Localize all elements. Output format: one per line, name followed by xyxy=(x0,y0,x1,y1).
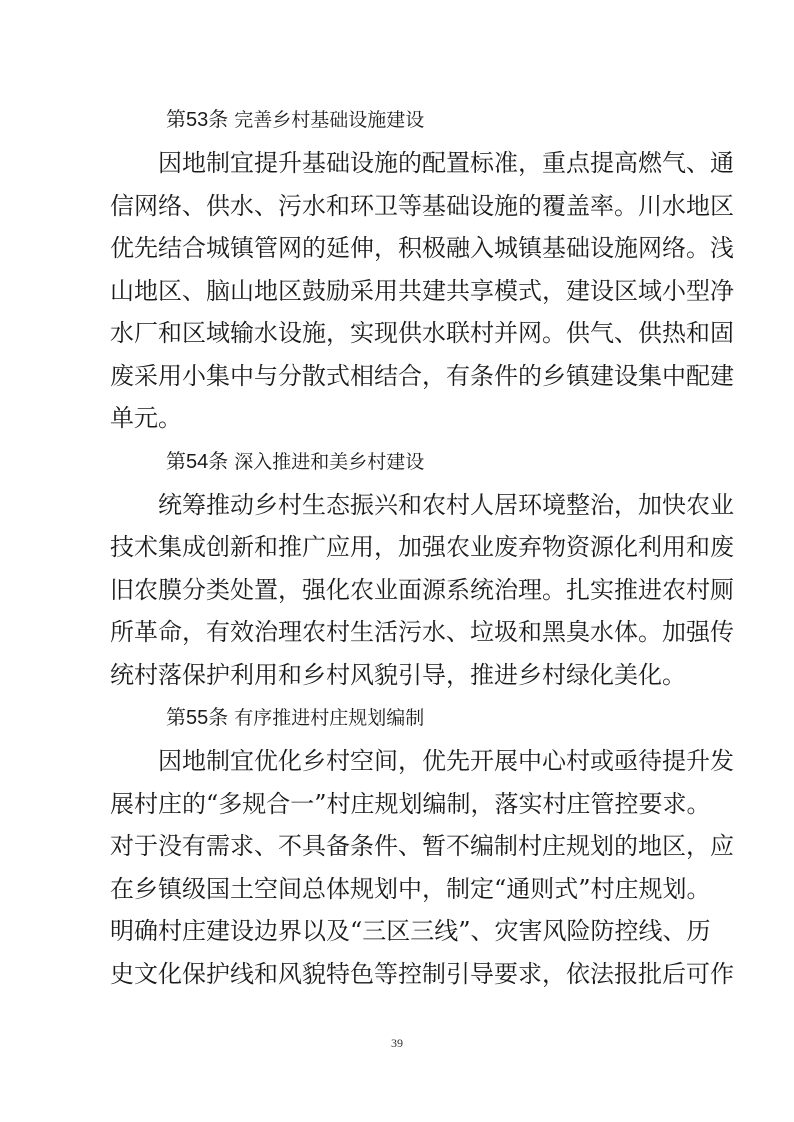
text-line: 在乡镇级国土空间总体规划中，制定“通则式”村庄规划。 xyxy=(110,874,711,903)
article-heading-54 xyxy=(110,440,686,484)
article-heading-53 xyxy=(110,98,686,142)
text-line: 因地制宜优化乡村空间，优先开展中心村或亟待提升发 xyxy=(158,747,734,775)
text-line: 单元。 xyxy=(110,404,182,432)
text-line: 所革命，有效治理农村生活污水、垃圾和黑臭水体。加强传 xyxy=(110,618,734,646)
article-heading-55 xyxy=(110,696,686,740)
text-line: 废采用小集中与分散式相结合，有条件的乡镇建设集中配建 xyxy=(110,361,734,390)
article-number: 第54条 xyxy=(166,450,229,473)
article-number: 第53条 xyxy=(166,109,229,131)
article-title: 有序推进村庄规划编制 xyxy=(234,707,425,729)
article-body-55 xyxy=(110,740,734,995)
article-title: 深入推进和美乡村建设 xyxy=(234,450,425,473)
article-body-54 xyxy=(110,484,734,697)
text-line: 山地区、脑山地区鼓励采用共建共享模式，建设区域小型净 xyxy=(110,276,734,305)
text-line: 因地制宜提升基础设施的配置标准，重点提高燃气、通 xyxy=(158,149,734,177)
text-line: 展村庄的“多规合一”村庄规划编制，落实村庄管控要求。 xyxy=(110,789,711,818)
text-line: 明确村庄建设边界以及“三区三线”、灾害风险防控线、历 xyxy=(110,917,711,945)
text-line: 史文化保护线和风貌特色等控制引导要求，依法报批后可作 xyxy=(110,959,734,988)
article-body-53 xyxy=(110,142,734,440)
article-title: 完善乡村基础设施建设 xyxy=(234,109,425,131)
text-line: 统村落保护利用和乡村风貌引导，推进乡村绿化美化。 xyxy=(110,660,686,689)
text-line: 旧农膜分类处置，强化农业面源系统治理。扎实推进农村厕 xyxy=(110,575,734,604)
text-line: 优先结合城镇管网的延伸，积极融入城镇基础设施网络。浅 xyxy=(110,234,734,262)
article-number: 第55条 xyxy=(166,707,229,729)
text-line: 水厂和区域输水设施，实现供水联村并网。供气、供热和固 xyxy=(110,319,734,347)
text-line: 信网络、供水、污水和环卫等基础设施的覆盖率。川水地区 xyxy=(110,191,734,220)
text-line: 统筹推动乡村生态振兴和农村人居环境整治，加快农业 xyxy=(158,490,734,519)
text-line: 对于没有需求、不具备条件、暂不编制村庄规划的地区，应 xyxy=(110,832,734,860)
text-line: 技术集成创新和推广应用，加强农业废弃物资源化利用和废 xyxy=(110,533,734,561)
page-content xyxy=(110,98,734,995)
page-number: 39 xyxy=(391,1036,403,1050)
